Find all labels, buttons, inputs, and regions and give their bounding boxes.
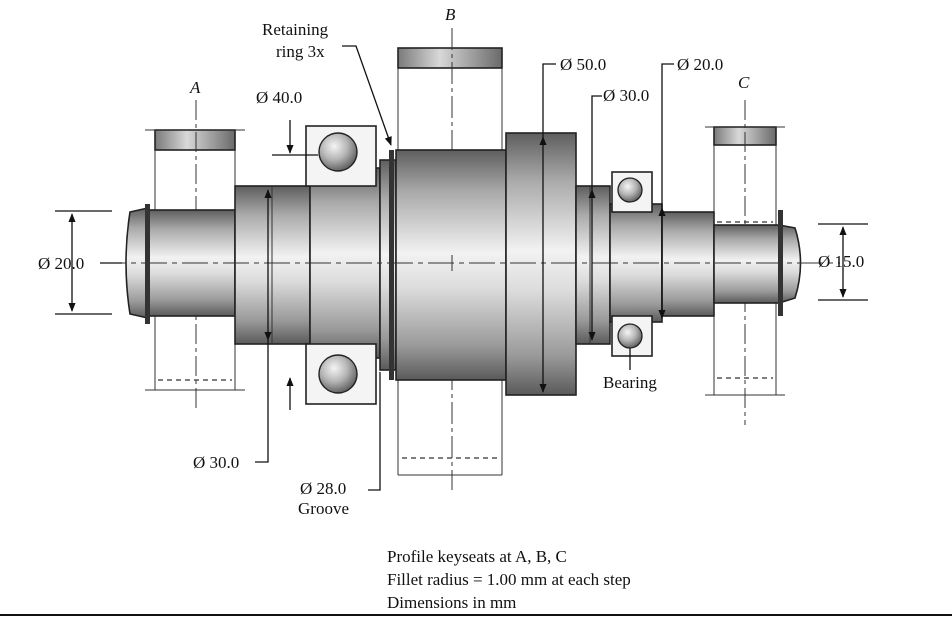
label-dia-15: Ø 15.0: [818, 252, 865, 271]
note-line-1: Profile keyseats at A, B, C: [387, 547, 567, 566]
note-line-2: Fillet radius = 1.00 mm at each step: [387, 570, 631, 589]
label-dia-50: Ø 50.0: [560, 55, 607, 74]
label-retaining-ring-line1: Retaining: [262, 20, 329, 39]
label-gear-a: A: [190, 78, 201, 97]
label-groove: Groove: [298, 499, 349, 518]
label-dia-20-right: Ø 20.0: [677, 55, 724, 74]
label-retaining-ring-line2: ring 3x: [276, 42, 325, 61]
label-gear-c: C: [738, 73, 750, 92]
dimension-left-dia-20: [38, 211, 122, 314]
note-line-3: Dimensions in mm: [387, 593, 517, 612]
label-dia-40: Ø 40.0: [256, 88, 303, 107]
label-dia-30-bottom: Ø 30.0: [193, 453, 240, 472]
notes-block: [387, 547, 631, 612]
shaft: [126, 133, 801, 395]
label-gear-b: B: [445, 5, 456, 24]
label-bearing: Bearing: [603, 373, 657, 392]
label-dia-30-right: Ø 30.0: [603, 86, 650, 105]
label-dia-28: Ø 28.0: [300, 479, 347, 498]
dimension-right-dia-15: [818, 224, 868, 300]
label-dia-20-left: Ø 20.0: [38, 254, 85, 273]
